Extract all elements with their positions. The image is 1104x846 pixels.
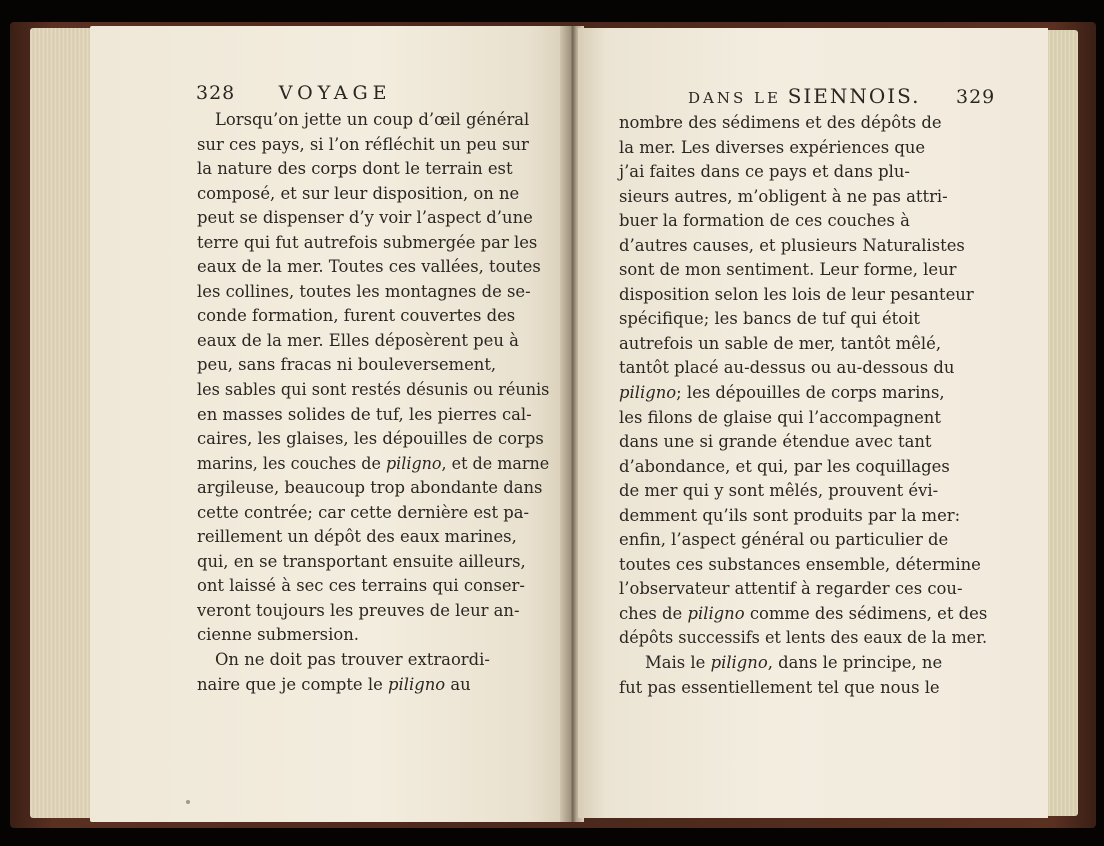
text-line: Mais le piligno, dans le principe, ne — [645, 653, 943, 673]
text-line: les collines, toutes les montagnes de se- — [197, 281, 531, 301]
text-line: sur ces pays, si l’on réfléchit un peu sur — [197, 134, 529, 154]
text-line: caires, les glaises, les dépouilles de corps — [197, 429, 544, 449]
text-line: conde formation, furent couvertes des — [197, 306, 516, 326]
right-page-number: 329 — [956, 86, 996, 108]
left-page-text — [197, 108, 549, 697]
text-line: piligno; les dépouilles de corps marins, — [619, 383, 945, 403]
text-line: la mer. Les diverses expériences que — [619, 137, 926, 157]
right-running-title-prefix: DANS LE — [688, 89, 781, 107]
text-line: reillement un dépôt des eaux marines, — [197, 527, 517, 547]
text-line: naire que je compte le piligno au — [197, 674, 471, 694]
right-page — [578, 28, 1048, 818]
text-line: qui, en se transportant ensuite ailleurs, — [197, 551, 526, 571]
left-running-title: VOYAGE — [278, 82, 392, 104]
text-line: nombre des sédimens et des dépôts de — [619, 113, 942, 132]
text-line: spécifique; les bancs de tuf qui étoit — [619, 309, 920, 329]
text-line: j’ai faites dans ce pays et dans plu- — [619, 162, 910, 182]
left-page — [90, 26, 566, 822]
right-page-header — [688, 84, 995, 114]
text-line: peut se dispenser d’y voir l’aspect d’une — [197, 208, 533, 228]
left-page-number: 328 — [196, 82, 236, 104]
text-line: marins, les couches de piligno, et de marne — [197, 453, 550, 473]
right-running-title-name: SIENNOIS. — [787, 84, 921, 108]
text-line: argileuse, beaucoup trop abondante dans — [197, 478, 543, 498]
text-line: On ne doit pas trouver extraordi- — [215, 650, 490, 670]
text-line: cette contrée; car cette dernière est pa- — [197, 502, 530, 522]
text-line: d’abondance, et qui, par les coquillages — [619, 456, 950, 476]
text-line: d’autres causes, et plusieurs Naturalistes — [619, 235, 965, 255]
text-line: dans une si grande étendue avec tant — [619, 432, 932, 452]
text-line: dépôts successifs et lents des eaux de la mer. — [619, 628, 988, 648]
text-line: toutes ces substances ensemble, détermine — [619, 554, 981, 574]
text-line: de mer qui y sont mêlés, prouvent évi- — [619, 481, 939, 501]
text-line: en masses solides de tuf, les pierres cal- — [197, 404, 532, 424]
text-line: demment qu’ils sont produits par la mer: — [619, 505, 961, 525]
text-line: Lorsqu’on jette un coup d’œil général — [215, 110, 530, 129]
text-line: buer la formation de ces couches à — [619, 211, 910, 231]
text-line: ont laissé à sec ces terrains qui conser- — [197, 576, 525, 596]
text-line: disposition selon les lois de leur pesanteur — [619, 284, 974, 304]
text-line: tantôt placé au-dessus ou au-dessous du — [619, 358, 955, 378]
text-line: cienne submersion. — [197, 625, 359, 645]
right-page-text — [619, 111, 987, 700]
text-line: les sables qui sont restés désunis ou réunis — [197, 380, 550, 400]
text-line: peu, sans fracas ni bouleversement, — [197, 355, 497, 375]
text-line: la nature des corps dont le terrain est — [197, 159, 513, 179]
text-line: eaux de la mer. Elles déposèrent peu à — [197, 330, 519, 350]
text-line: les filons de glaise qui l’accompagnent — [619, 407, 941, 427]
text-line: sieurs autres, m’obligent à ne pas attri- — [619, 186, 948, 206]
text-line: ches de piligno comme des sédimens, et des — [619, 603, 988, 623]
text-line: fut pas essentiellement tel que nous le — [619, 677, 940, 697]
text-line: composé, et sur leur disposition, on ne — [197, 183, 520, 203]
text-line: autrefois un sable de mer, tantôt mêlé, — [619, 333, 942, 353]
text-line: sont de mon sentiment. Leur forme, leur — [619, 260, 957, 280]
text-line: eaux de la mer. Toutes ces vallées, toutes — [197, 257, 541, 277]
text-line: l’observateur attentif à regarder ces cou- — [619, 579, 963, 599]
text-line: terre qui fut autrefois submergée par les — [197, 232, 538, 252]
left-page-edges — [30, 28, 94, 818]
text-line: veront toujours les preuves de leur an- — [197, 600, 520, 620]
text-line: enfin, l’aspect général ou particulier de — [619, 530, 949, 550]
paper-spot — [186, 800, 190, 804]
